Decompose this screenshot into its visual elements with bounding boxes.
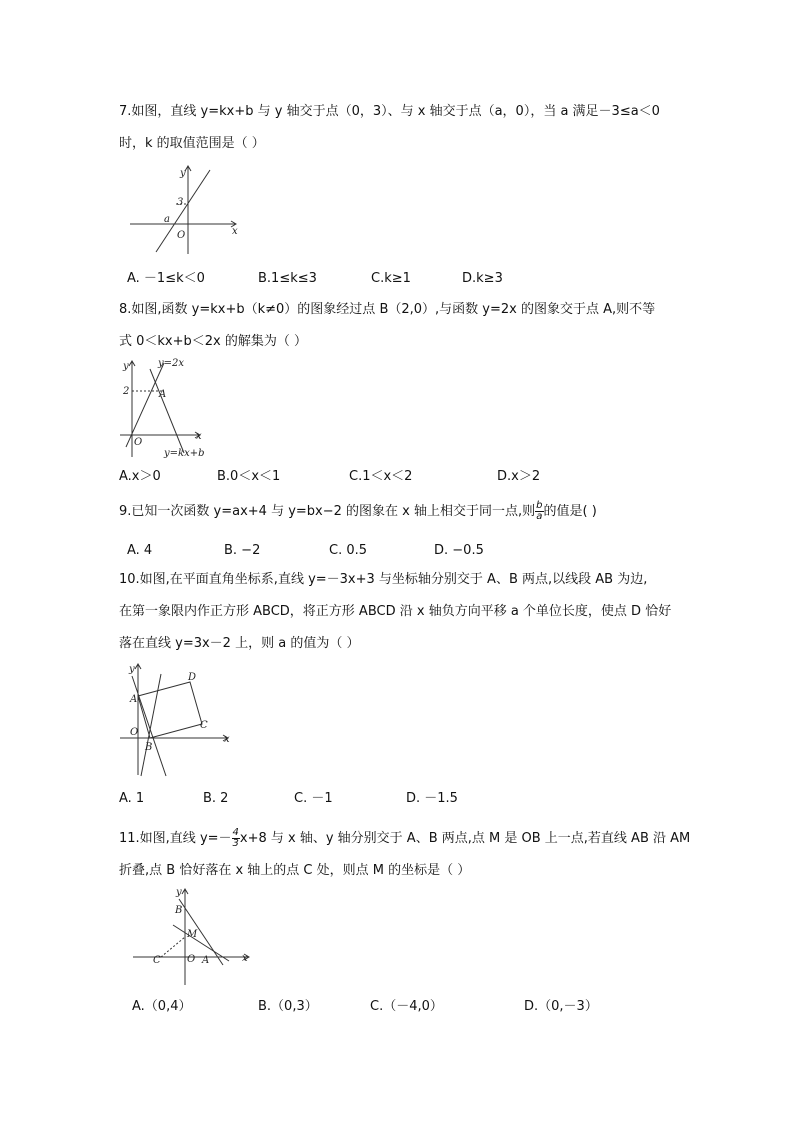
q11-fig-label-a: A [202,955,210,966]
q10-text-line1: 10.如图,在平面直角坐标系,直线 y=－3x+3 与坐标轴分别交于 A、B 两点,以线段 AB 为边, [119,572,648,587]
q11-text-line2: 折叠,点 B 恰好落在 x 轴上的点 C 处，则点 M 的坐标是（ ） [119,863,471,878]
q8-option-d: D.x＞2 [497,469,541,484]
q7-fig-label-o: O [177,230,186,241]
q11-option-d: D.（0,－3） [524,999,598,1014]
q11-fig-label-c: C [153,955,161,966]
q10-option-d: D. －1.5 [406,791,458,806]
q10-text-line3: 落在直线 y=3x－2 上，则 a 的值为（ ） [119,636,360,651]
q11-text-line1 [119,828,690,849]
q11-text-part2: x+8 与 x 轴、y 轴分别交于 A、B 两点,点 M 是 OB 上一点,若直线 AB 沿 AM [239,831,691,846]
q7-option-d: D.k≥3 [462,271,503,286]
q9-option-d: D. −0.5 [434,543,484,558]
q11-fig-label-o: O [187,954,196,965]
q8-fig-label-line1: y=2x [158,358,185,369]
q8-fig-label-x: x [196,431,202,442]
q11-fig-label-b: B [175,905,183,916]
q10-fig-label-y: y [129,664,135,675]
q9-option-b: B. −2 [224,543,261,558]
q7-fig-label-y: y [180,168,186,179]
q7-fig-label-3: 3 [177,197,184,208]
q10-fig-label-b: B [145,742,153,753]
q11-fig-label-x: x [242,953,248,964]
q11-figure [131,885,256,990]
q9-text-part2: 的值是( ) [543,504,597,519]
q8-fig-label-a: A [159,389,167,400]
q8-figure [118,357,208,462]
q11-frac-num: 4 [232,827,239,838]
q8-fig-label-o: O [134,437,143,448]
q10-option-c: C. －1 [294,791,333,806]
q8-option-b: B.0＜x＜1 [217,469,281,484]
q8-option-a: A.x＞0 [119,469,161,484]
q11-fig-label-y: y [176,887,182,898]
q11-option-c: C.（－4,0） [370,999,443,1014]
q11-text-part1: 11.如图,直线 y=－ [119,831,232,846]
q9-frac-den: a [536,511,543,522]
q7-text-line1: 7.如图，直线 y=kx+b 与 y 轴交于点（0，3）、与 x 轴交于点（a，0），当 a 满足－3≤a＜0 [119,104,660,119]
q7-fig-label-x: x [232,226,238,237]
q10-option-a: A. 1 [119,791,145,806]
q10-text-line2: 在第一象限内作正方形 ABCD，将正方形 ABCD 沿 x 轴负方向平移 a 个单位长度，使点 D 恰好 [119,604,672,619]
q10-fig-label-d: D [188,672,197,683]
q7-figure [128,162,248,262]
q9-fraction [535,501,543,522]
q8-text-line2: 式 0＜kx+b＜2x 的解集为（ ） [119,334,307,349]
q9-option-c: C. 0.5 [329,543,368,558]
q7-text-line2: 时，k 的取值范围是（ ） [119,136,265,151]
q9-text-part1: 9.已知一次函数 y=ax+4 与 y=bx−2 的图象在 x 轴上相交于同一点,则 [119,504,536,519]
q7-option-b: B.1≤k≤3 [258,271,317,286]
q9-frac-num: b [536,500,543,511]
q8-fig-label-y: y [123,361,129,372]
q10-figure [118,660,233,780]
q11-fig-label-m: M [187,929,198,940]
q10-fig-label-o: O [130,727,139,738]
q11-fraction [232,828,240,849]
q10-fig-label-a: A [130,694,138,705]
q8-fig-label-2: 2 [123,386,130,397]
q11-option-a: A.（0,4） [132,999,192,1014]
q8-option-c: C.1＜x＜2 [349,469,413,484]
q11-option-b: B.（0,3） [258,999,318,1014]
q10-fig-label-c: C [200,720,208,731]
q9-option-a: A. 4 [127,543,153,558]
q10-option-b: B. 2 [203,791,229,806]
q7-fig-label-a: a [164,214,170,225]
q11-frac-den: 3 [232,838,239,849]
q8-fig-label-line2: y=kx+b [164,448,205,459]
q10-fig-label-x: x [224,734,230,745]
q7-option-a: A. －1≤k＜0 [127,271,205,286]
q8-text-line1: 8.如图,函数 y=kx+b（k≠0）的图象经过点 B（2,0）,与函数 y=2x 的图象交于点 A,则不等 [119,302,656,317]
q7-option-c: C.k≥1 [371,271,411,286]
q9-text-line1 [119,501,597,522]
